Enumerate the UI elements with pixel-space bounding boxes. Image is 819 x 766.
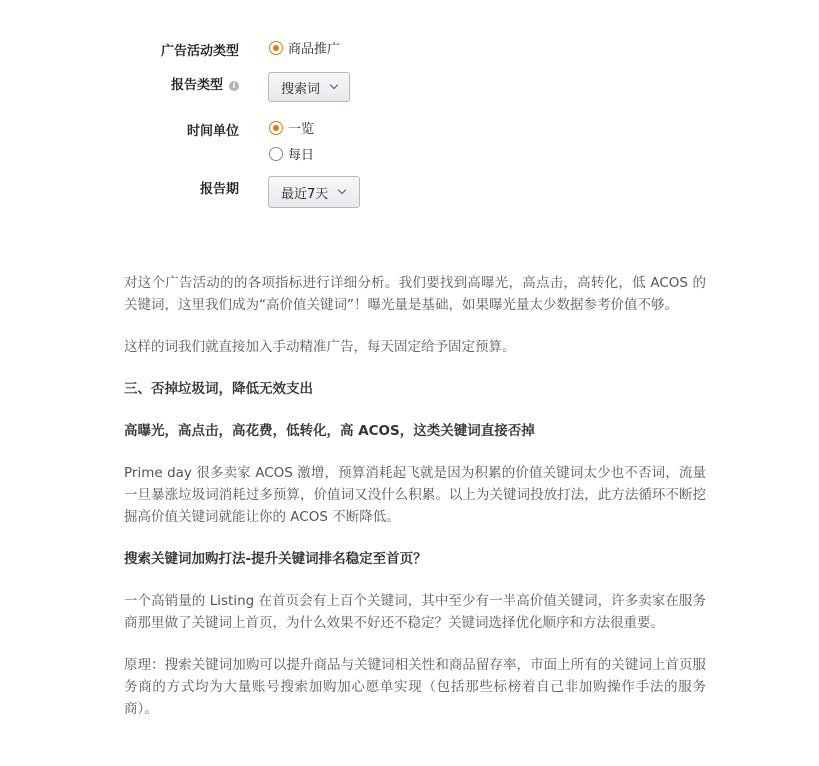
report-type-label-wrap	[171, 74, 239, 93]
section-heading-negate: 三、否掉垃圾词，降低无效支出	[124, 381, 313, 397]
report-period-value: 最近7天	[281, 186, 329, 202]
report-period-select[interactable]	[268, 176, 360, 208]
report-type-select[interactable]	[268, 72, 350, 102]
paragraph-listing-keywords: 一个高销量的 Listing 在首页会有上百个关键词，其中至少有一半高价值关键词，许多卖家在服务商那里做了关键词上首页，为什么效果不好还不稳定？关键词选择优化顺序和方法很重要。	[124, 593, 706, 631]
time-unit-radio-daily[interactable]	[269, 144, 314, 163]
report-type-value: 搜索词	[281, 81, 321, 97]
article-body	[124, 272, 706, 720]
info-icon[interactable]: i	[229, 81, 239, 91]
time-unit-option-daily: 每日	[288, 148, 315, 163]
campaign-type-radio-sponsored-products[interactable]	[269, 38, 340, 57]
time-unit-label: 时间单位	[186, 124, 239, 139]
radio-checked-icon	[269, 121, 283, 135]
chevron-down-icon	[330, 81, 338, 89]
campaign-type-label: 广告活动类型	[160, 44, 239, 59]
radio-unchecked-icon	[269, 147, 283, 161]
campaign-type-option-label: 商品推广	[288, 42, 341, 57]
report-period-label: 报告期	[199, 182, 239, 197]
subheading-negate-criteria: 高曝光，高点击，高花费，低转化，高 ACOS，这类关键词直接否掉	[124, 423, 535, 439]
time-unit-radio-summary[interactable]	[269, 118, 314, 137]
report-type-label: 报告类型	[170, 78, 223, 93]
paragraph-manual-ads: 这样的词我们就直接加入手动精准广告，每天固定给予固定预算。	[124, 339, 516, 355]
radio-checked-icon	[269, 41, 283, 55]
paragraph-prime-day: Prime day 很多卖家 ACOS 激增，预算消耗起飞就是因为积累的价值关键词太少也不否词，流量一旦暴涨垃圾词消耗过多预算，价值词又没什么积累。以上为关键词投放打法，此方法循环不断挖掘高价值关键词就能让你的 ACOS 不断降低。	[124, 465, 706, 525]
time-unit-option-summary: 一览	[288, 122, 315, 137]
paragraph-analysis: 对这个广告活动的的各项指标进行详细分析。我们要找到高曝光，高点击，高转化，低 ACOS 的关键词，这里我们成为“高价值关键词”！曝光量是基础，如果曝光量太少数据参考价值不够。	[124, 275, 706, 313]
paragraph-principle: 原理：搜索关键词加购可以提升商品与关键词相关性和商品留存率，市面上所有的关键词上首页服务商的方式均为大量账号搜索加购加心愿单实现（包括那些标榜着自己非加购操作手法的服务商）。	[124, 657, 706, 717]
section-heading-add-to-cart: 搜索关键词加购打法-提升关键词排名稳定至首页？	[124, 551, 427, 567]
chevron-down-icon	[338, 186, 346, 194]
